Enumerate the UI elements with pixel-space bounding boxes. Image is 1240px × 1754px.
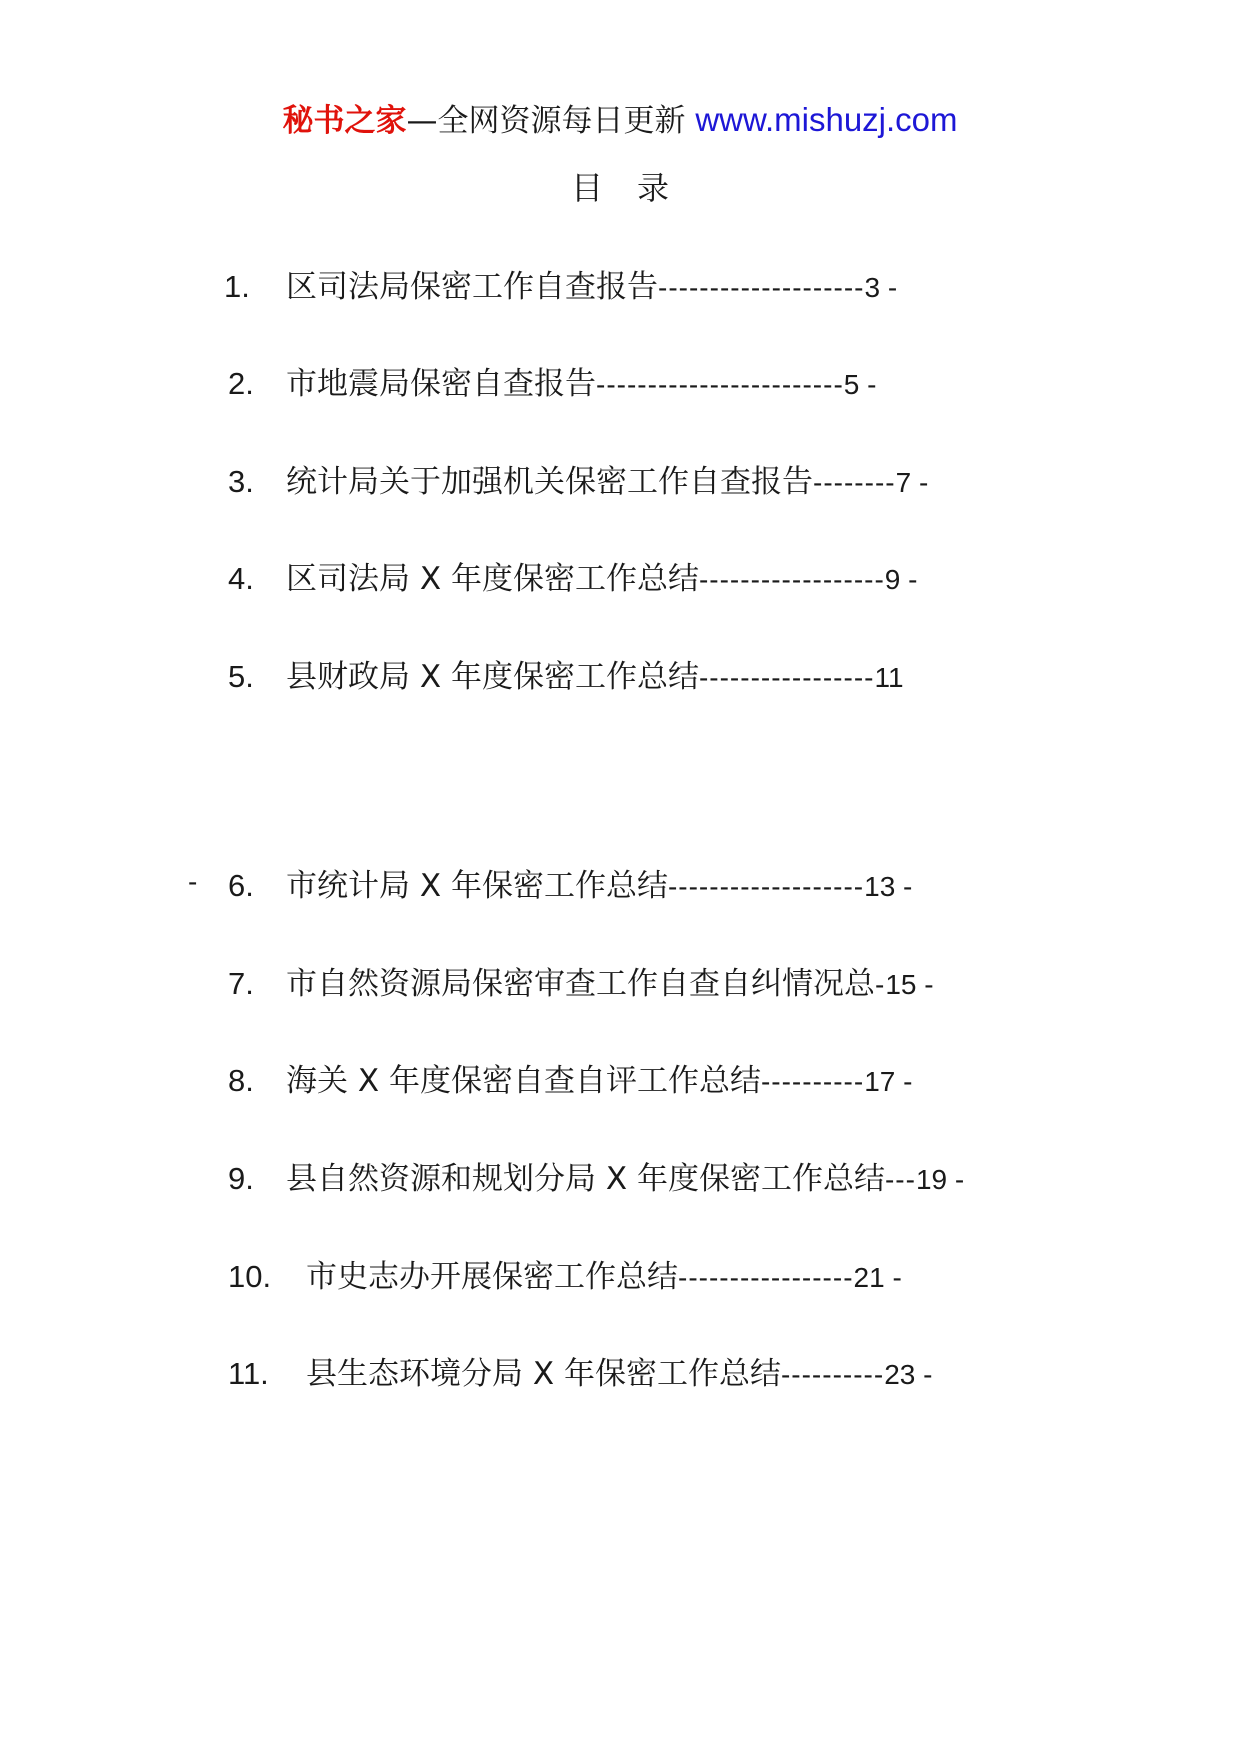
toc-entry-title: 统计局关于加强机关保密工作自查报告 (286, 464, 813, 500)
toc-entry-number: 9. (228, 1161, 254, 1196)
toc-entry-leader: ------------------ (698, 564, 885, 595)
toc-entry-page: 13 - (864, 871, 913, 902)
toc-entry-title: 县生态环境分局 X 年保密工作总结 (306, 1356, 781, 1392)
toc-entry-leader: --- (884, 1164, 916, 1195)
toc-entry-page: 3 - (864, 272, 898, 303)
toc-entry-title: 县财政局 X 年度保密工作总结 (286, 659, 699, 695)
toc-entry-leader: ------------------------ (596, 369, 844, 400)
toc-entry-page: 15 - (885, 969, 934, 1000)
toc-entry-number: 3. (228, 464, 254, 499)
toc-entry-page: 7 - (895, 467, 929, 498)
toc-entry-number: 7. (228, 966, 254, 1001)
toc-entry-title: 市统计局 X 年保密工作总结 (286, 868, 668, 904)
toc-entry-leader: ----------------- (698, 662, 875, 693)
toc-entry-title: 市史志办开展保密工作总结 (306, 1259, 678, 1295)
toc-entry-leader: ----------------- (678, 1262, 854, 1293)
toc-entry-title: 海关 X 年度保密自查自评工作总结 (286, 1063, 761, 1099)
toc-entry-title: 区司法局 X 年度保密工作总结 (286, 561, 699, 597)
toc-entry-page: 19 - (915, 1164, 965, 1195)
toc-entry-title: 县自然资源和规划分局 X 年度保密工作总结 (286, 1161, 885, 1197)
toc-entry-number: 2. (228, 366, 254, 401)
toc-entry-page: 5 - (843, 369, 877, 400)
toc-entry-title: 市地震局保密自查报告 (286, 366, 596, 402)
brand-name: 秘书之家 (282, 103, 407, 139)
toc-entry-number: 5. (228, 659, 254, 694)
toc-entry-title: 区司法局保密工作自查报告 (286, 269, 658, 305)
toc-entry-title: 市自然资源局保密审查工作自查自纠情况总 (286, 966, 875, 1002)
wrapped-page-suffix: - (188, 866, 198, 897)
toc-entry-leader: -------- (813, 467, 896, 498)
toc-entry-number: 6. (228, 868, 254, 903)
toc-entry-page: 21 - (853, 1262, 902, 1293)
toc-entry-page: 11 (874, 662, 904, 693)
toc-entry-number: 1. (224, 269, 250, 304)
toc-entry-leader: -------------------- (658, 272, 865, 303)
toc-entry-page: 9 - (884, 564, 918, 595)
header-tagline: —全网资源每日更新 (406, 103, 686, 139)
site-url[interactable]: www.mishuzj.com (695, 101, 958, 138)
page-header (0, 100, 1240, 141)
toc-entry-page: 23 - (884, 1359, 933, 1390)
toc-entry-leader: - (875, 969, 886, 1000)
toc-entry-leader: ---------- (760, 1066, 865, 1097)
toc-entry-leader: ------------------- (667, 871, 865, 902)
toc-entry-page: 17 - (864, 1066, 913, 1097)
toc-title: 目录 (570, 169, 703, 207)
toc-entry-number: 11. (228, 1356, 269, 1391)
toc-entry-number: 10. (228, 1259, 272, 1294)
toc-entry-number: 8. (228, 1063, 254, 1098)
toc-entry-number: 4. (228, 561, 254, 596)
toc-entry-leader: ---------- (780, 1359, 885, 1390)
